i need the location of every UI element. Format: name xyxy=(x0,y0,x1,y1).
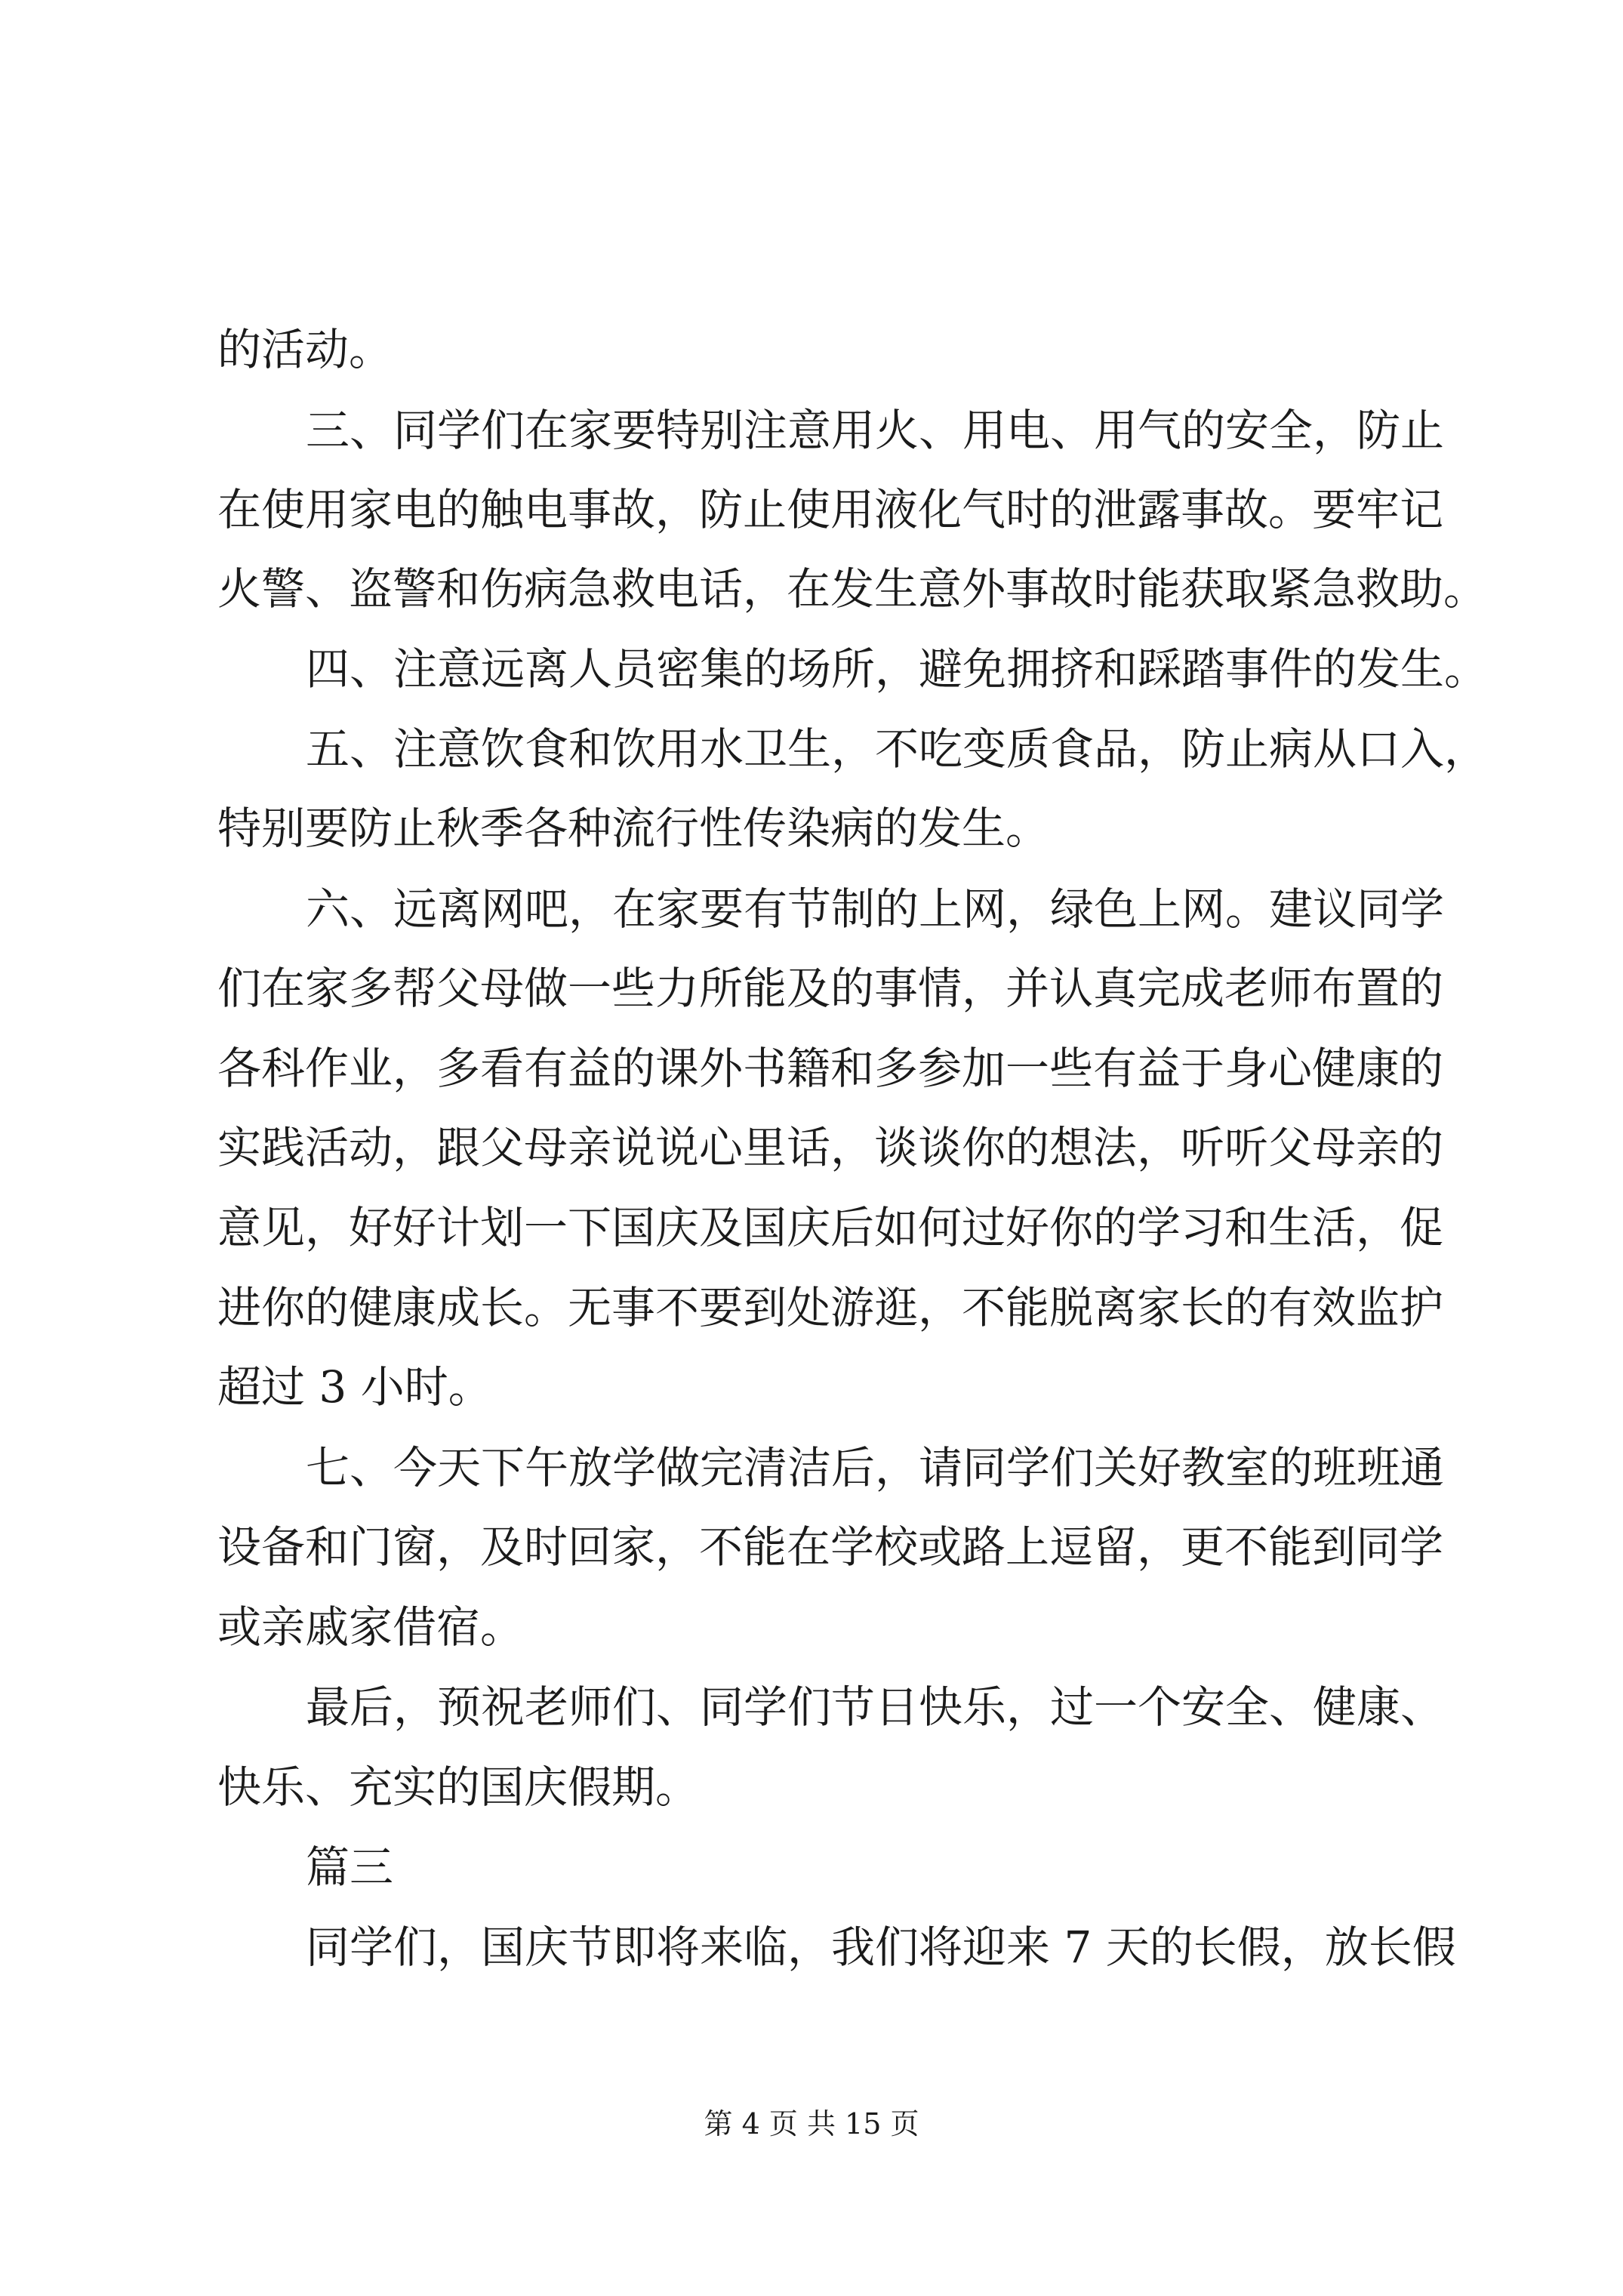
text-line: 实践活动，跟父母亲说说心里话，谈谈你的想法，听听父母亲的 xyxy=(217,1122,1444,1173)
text-line: 五、注意饮食和饮用水卫生，不吃变质食品，防止病从口入， xyxy=(306,723,1489,775)
text-line: 同学们，国庆节即将来临，我们将迎来 7 天的长假，放长假 xyxy=(306,1922,1456,1973)
text-line: 们在家多帮父母做一些力所能及的事情，并认真完成老师布置的 xyxy=(217,963,1444,1014)
text-line: 设备和门窗，及时回家，不能在学校或路上逗留，更不能到同学 xyxy=(217,1521,1444,1573)
text-line: 或亲戚家借宿。 xyxy=(217,1601,525,1653)
text-line: 最后，预祝老师们、同学们节日快乐，过一个安全、健康、 xyxy=(306,1681,1445,1733)
text-line: 快乐、充实的国庆假期。 xyxy=(217,1761,700,1813)
text-line: 超过 3 小时。 xyxy=(217,1361,492,1413)
text-line: 在使用家电的触电事故，防止使用液化气时的泄露事故。要牢记 xyxy=(217,484,1444,535)
text-line: 六、远离网吧，在家要有节制的上网，绿色上网。建议同学 xyxy=(306,883,1445,935)
page-footer: 第 4 页 共 15 页 xyxy=(704,2107,919,2140)
section-heading: 篇三 xyxy=(306,1841,394,1893)
text-line: 意见，好好计划一下国庆及国庆后如何过好你的学习和生活，促 xyxy=(217,1202,1444,1253)
text-line: 的活动。 xyxy=(217,324,393,375)
text-line: 火警、盗警和伤病急救电话，在发生意外事故时能获取紧急救助。 xyxy=(217,563,1488,615)
text-line: 七、今天下午放学做完清洁后，请同学们关好教室的班班通 xyxy=(306,1442,1445,1493)
text-line: 三、同学们在家要特别注意用火、用电、用气的安全，防止 xyxy=(306,405,1445,456)
text-line: 进你的健康成长。无事不要到处游逛，不能脱离家长的有效监护 xyxy=(217,1282,1444,1333)
text-line: 各科作业，多看有益的课外书籍和多参加一些有益于身心健康的 xyxy=(217,1043,1444,1094)
text-line: 特别要防止秋季各种流行性传染病的发生。 xyxy=(217,803,1050,854)
text-line: 四、注意远离人员密集的场所，避免拥挤和踩踏事件的发生。 xyxy=(306,643,1489,695)
